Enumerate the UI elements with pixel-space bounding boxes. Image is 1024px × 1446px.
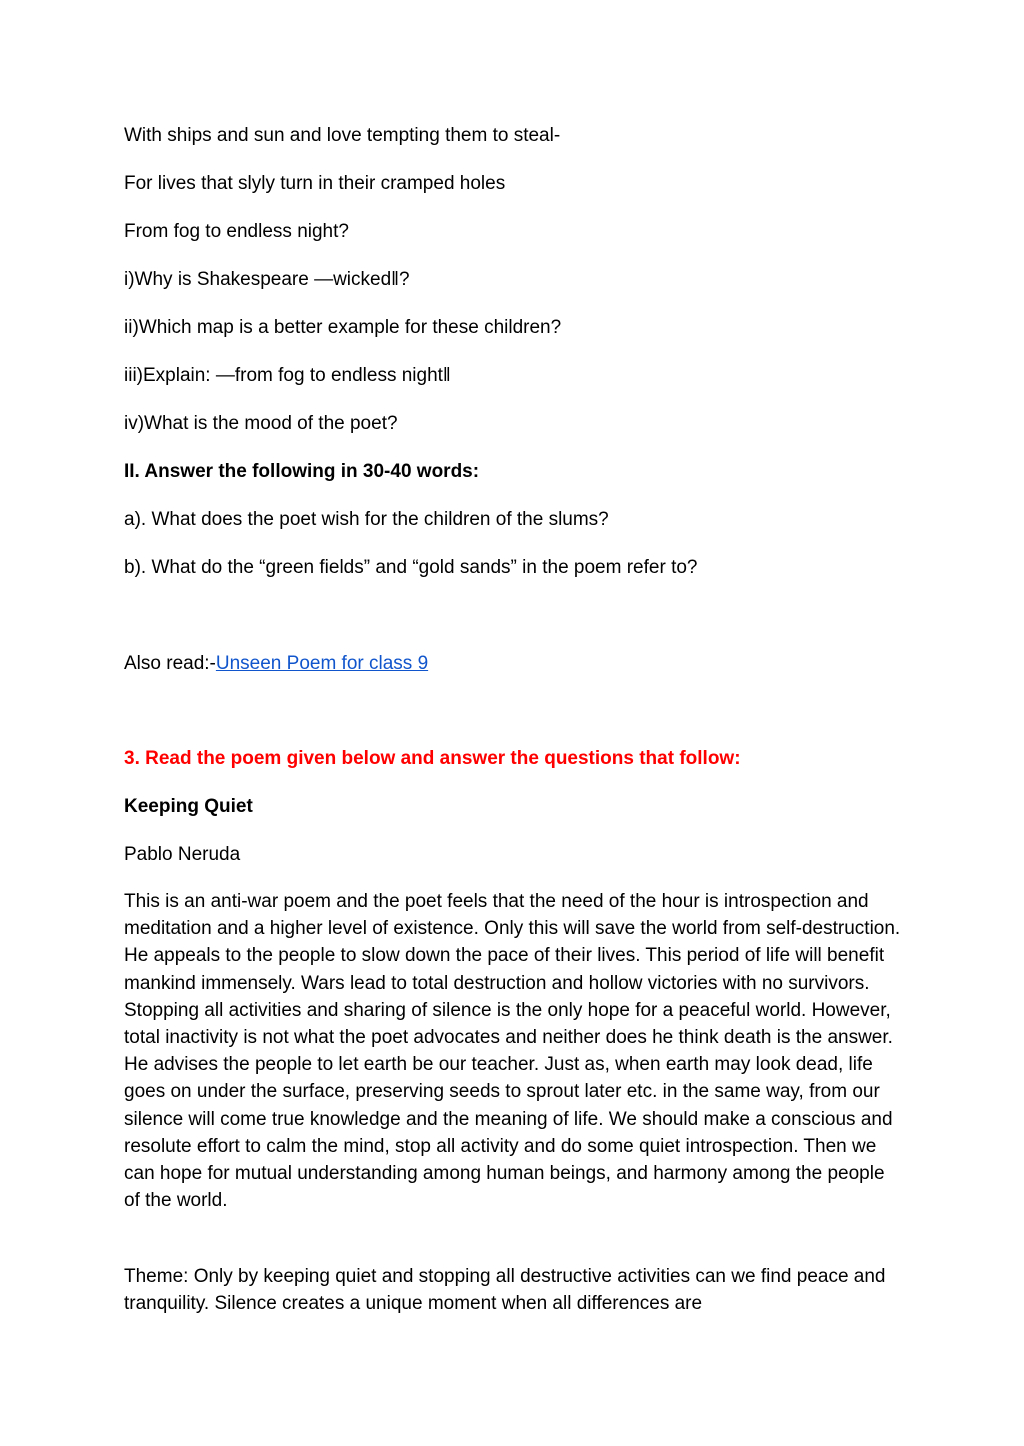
poem-line-3: From fog to endless night? <box>124 221 349 242</box>
question-iii: iii)Explain: ―from fog to endless night‖ <box>124 365 451 386</box>
question-ii: ii)Which map is a better example for these children? <box>124 317 562 338</box>
question-i: i)Why is Shakespeare ―wicked‖? <box>124 269 410 290</box>
poem-theme: Theme: Only by keeping quiet and stopping all destructive activities can we find peace and tranquility. Silence creates a unique moment when all differences are <box>124 1266 886 1315</box>
poem-title: Keeping Quiet <box>124 796 253 817</box>
question-3-heading: 3. Read the poem given below and answer the questions that follow: <box>124 748 741 769</box>
section-heading: II. Answer the following in 30-40 words: <box>124 461 480 482</box>
poem-line-2: For lives that slyly turn in their cramped holes <box>124 173 506 194</box>
poem-summary: This is an anti-war poem and the poet feels that the need of the hour is introspection and meditation and a higher level of existence. Only this will save the world from self-destruction. He appeals to the people to slow down the pace of their lives. This period of life will benefit mankind immensely. Wars lead to total destruction and hollow victories with no survivors. Stopping all activities and sharing of silence is the only hope for a peaceful world. However, total inactivity is not what the poet advocates and neither does he think death is the answer. He advises the people to let earth be our teacher. Just as, when earth may look dead, life goes on under the surface, preserving seeds to sprout later etc. in the same way, from our silence will come true knowledge and the meaning of life. We should make a conscious and resolute effort to calm the mind, stop all activity and do some quiet introspection. Then we can hope for mutual understanding among human beings, and harmony among the people of the world. <box>124 891 901 1212</box>
question-iv: iv)What is the mood of the poet? <box>124 413 398 434</box>
short-question-a: a). What does the poet wish for the children of the slums? <box>124 509 609 530</box>
also-read-prefix: Also read:- <box>124 653 216 674</box>
also-read <box>124 650 428 677</box>
poem-line-1: With ships and sun and love tempting them to steal- <box>124 125 561 146</box>
poet-name: Pablo Neruda <box>124 844 241 865</box>
short-question-b: b). What do the “green fields” and “gold sands” in the poem refer to? <box>124 557 698 578</box>
unseen-poem-link[interactable]: Unseen Poem for class 9 <box>215 653 429 674</box>
